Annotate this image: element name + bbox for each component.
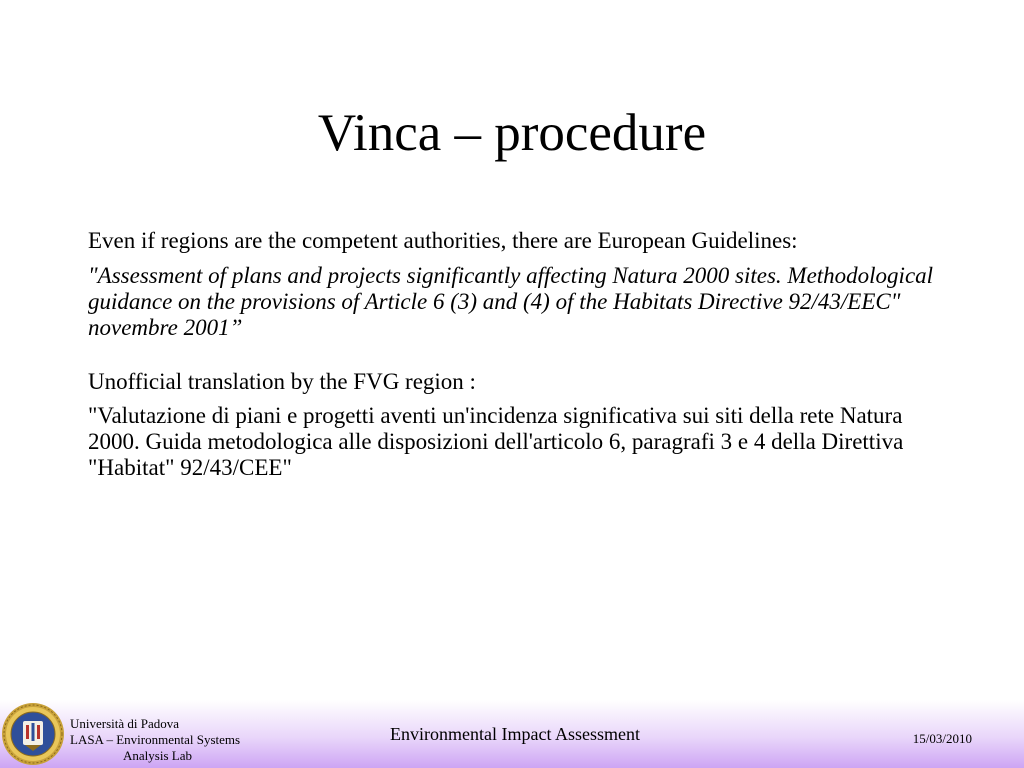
- paragraph-translation-intro: Unofficial translation by the FVG region :: [88, 369, 476, 394]
- paragraph-translation-title: "Valutazione di piani e progetti aventi un'incidenza significativa sui siti della rete Natura 2000. Guida metodologica alle disposizioni dell'articolo 6, paragrafi 3 e 4 della Direttiva "Habitat" 92/43/CEE": [88, 403, 904, 480]
- paragraph-guidelines-title: "Assessment of plans and projects significantly affecting Natura 2000 sites. Methodological guidance on the provisions of Article 6 (3) and (4) of the Habitats Directive 92/43/EEC" novembre 2001”: [88, 263, 934, 340]
- org-university: Università di Padova: [70, 716, 180, 731]
- footer-date: 15/03/2010: [912, 731, 972, 746]
- slide-footer: [0, 700, 1024, 768]
- org-lab: LASA – Environmental Systems: [70, 732, 241, 747]
- paragraph-guidelines-intro: Even if regions are the competent authorities, there are European Guidelines:: [88, 228, 798, 253]
- footer-course-title: Environmental Impact Assessment: [390, 724, 640, 744]
- slide-title: Vinca – procedure: [317, 104, 707, 162]
- org-lab-continued: Analysis Lab: [123, 748, 192, 763]
- slide-body: [88, 228, 938, 481]
